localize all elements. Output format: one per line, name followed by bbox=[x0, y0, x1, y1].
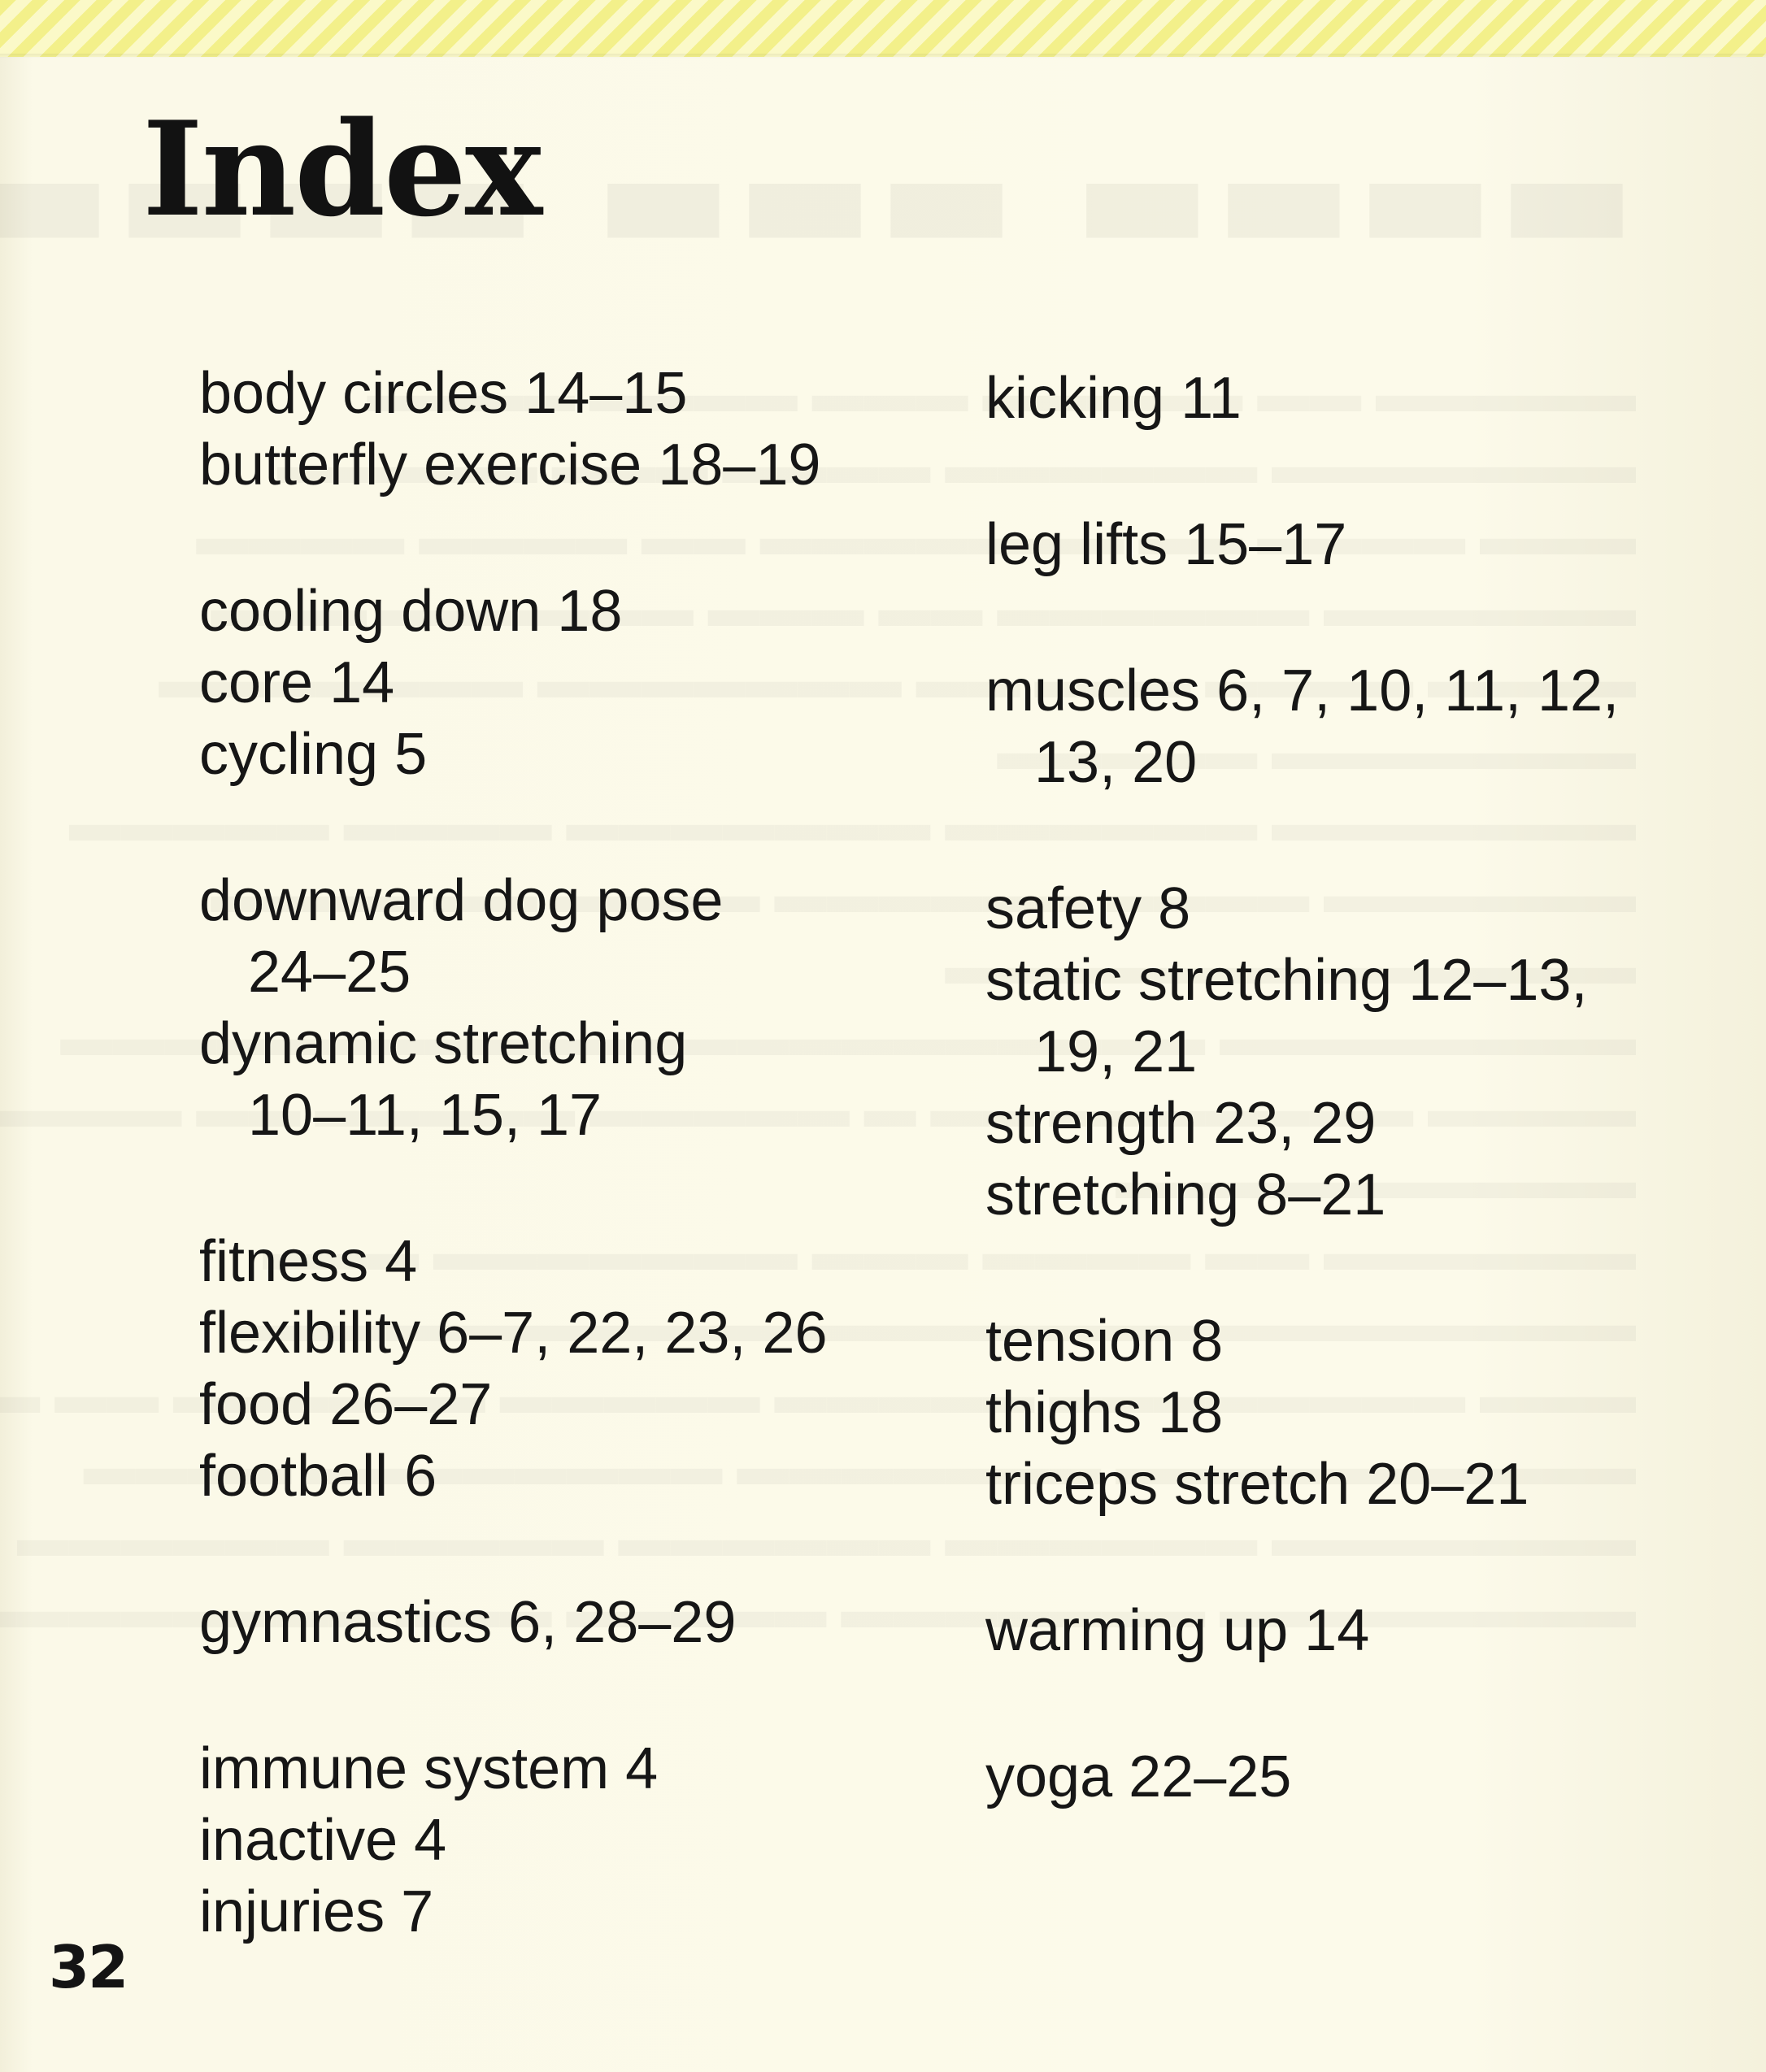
page-number: 32 bbox=[49, 1933, 128, 2001]
index-column-left bbox=[199, 358, 828, 1948]
letter-gap bbox=[985, 580, 1619, 655]
index-entry: leg lifts 15–17 bbox=[985, 512, 1347, 577]
letter-gap bbox=[985, 1520, 1619, 1595]
index-entry: cooling down 18 bbox=[199, 579, 623, 644]
index-entry: cycling 5 bbox=[199, 722, 428, 787]
letter-gap bbox=[199, 1151, 828, 1226]
index-entry: stretching 8–21 bbox=[985, 1162, 1386, 1227]
letter-gap bbox=[199, 1658, 828, 1733]
index-entry: yoga 22–25 bbox=[985, 1744, 1292, 1809]
index-entry: fitness 4 bbox=[199, 1229, 418, 1294]
index-entry: triceps stretch 20–21 bbox=[985, 1452, 1529, 1517]
letter-gap bbox=[199, 790, 828, 865]
index-entry: tension 8 bbox=[985, 1309, 1224, 1374]
index-entry: immune system 4 bbox=[199, 1736, 659, 1801]
letter-gap bbox=[985, 798, 1619, 873]
index-entry-continuation: 13, 20 bbox=[1034, 730, 1198, 795]
index-entry: core 14 bbox=[199, 650, 395, 715]
letter-gap bbox=[985, 1666, 1619, 1741]
letter-gap bbox=[985, 434, 1619, 509]
index-entry: body circles 14–15 bbox=[199, 361, 688, 426]
index-entry: muscles 6, 7, 10, 11, 12, bbox=[985, 658, 1620, 723]
stripe-shadow bbox=[0, 54, 1766, 59]
index-entry-continuation: 24–25 bbox=[248, 940, 411, 1005]
index-entry: football 6 bbox=[199, 1444, 437, 1509]
index-entry: strength 23, 29 bbox=[985, 1091, 1377, 1156]
letter-gap bbox=[985, 1231, 1619, 1305]
index-entry: static stretching 12–13, bbox=[985, 948, 1588, 1013]
index-column-right bbox=[985, 363, 1619, 1813]
index-entry: thighs 18 bbox=[985, 1380, 1224, 1445]
page-title: Index bbox=[142, 93, 542, 245]
index-entry-continuation: 19, 21 bbox=[1034, 1019, 1198, 1084]
index-entry: food 26–27 bbox=[199, 1372, 493, 1437]
top-stripe-band bbox=[0, 0, 1766, 57]
index-entry: inactive 4 bbox=[199, 1808, 447, 1873]
index-entry: warming up 14 bbox=[985, 1598, 1370, 1663]
index-entry-continuation: 10–11, 15, 17 bbox=[248, 1083, 602, 1148]
index-entry: flexibility 6–7, 22, 23, 26 bbox=[199, 1301, 828, 1366]
index-entry: downward dog pose bbox=[199, 868, 724, 933]
index-entry: butterfly exercise 18–19 bbox=[199, 432, 821, 497]
index-entry: gymnastics 6, 28–29 bbox=[199, 1590, 737, 1655]
index-entry: injuries 7 bbox=[199, 1879, 434, 1944]
letter-gap bbox=[199, 501, 828, 576]
letter-gap bbox=[199, 1512, 828, 1587]
index-entry: dynamic stretching bbox=[199, 1011, 688, 1076]
index-entry: kicking 11 bbox=[985, 366, 1242, 431]
index-entry: safety 8 bbox=[985, 876, 1191, 941]
